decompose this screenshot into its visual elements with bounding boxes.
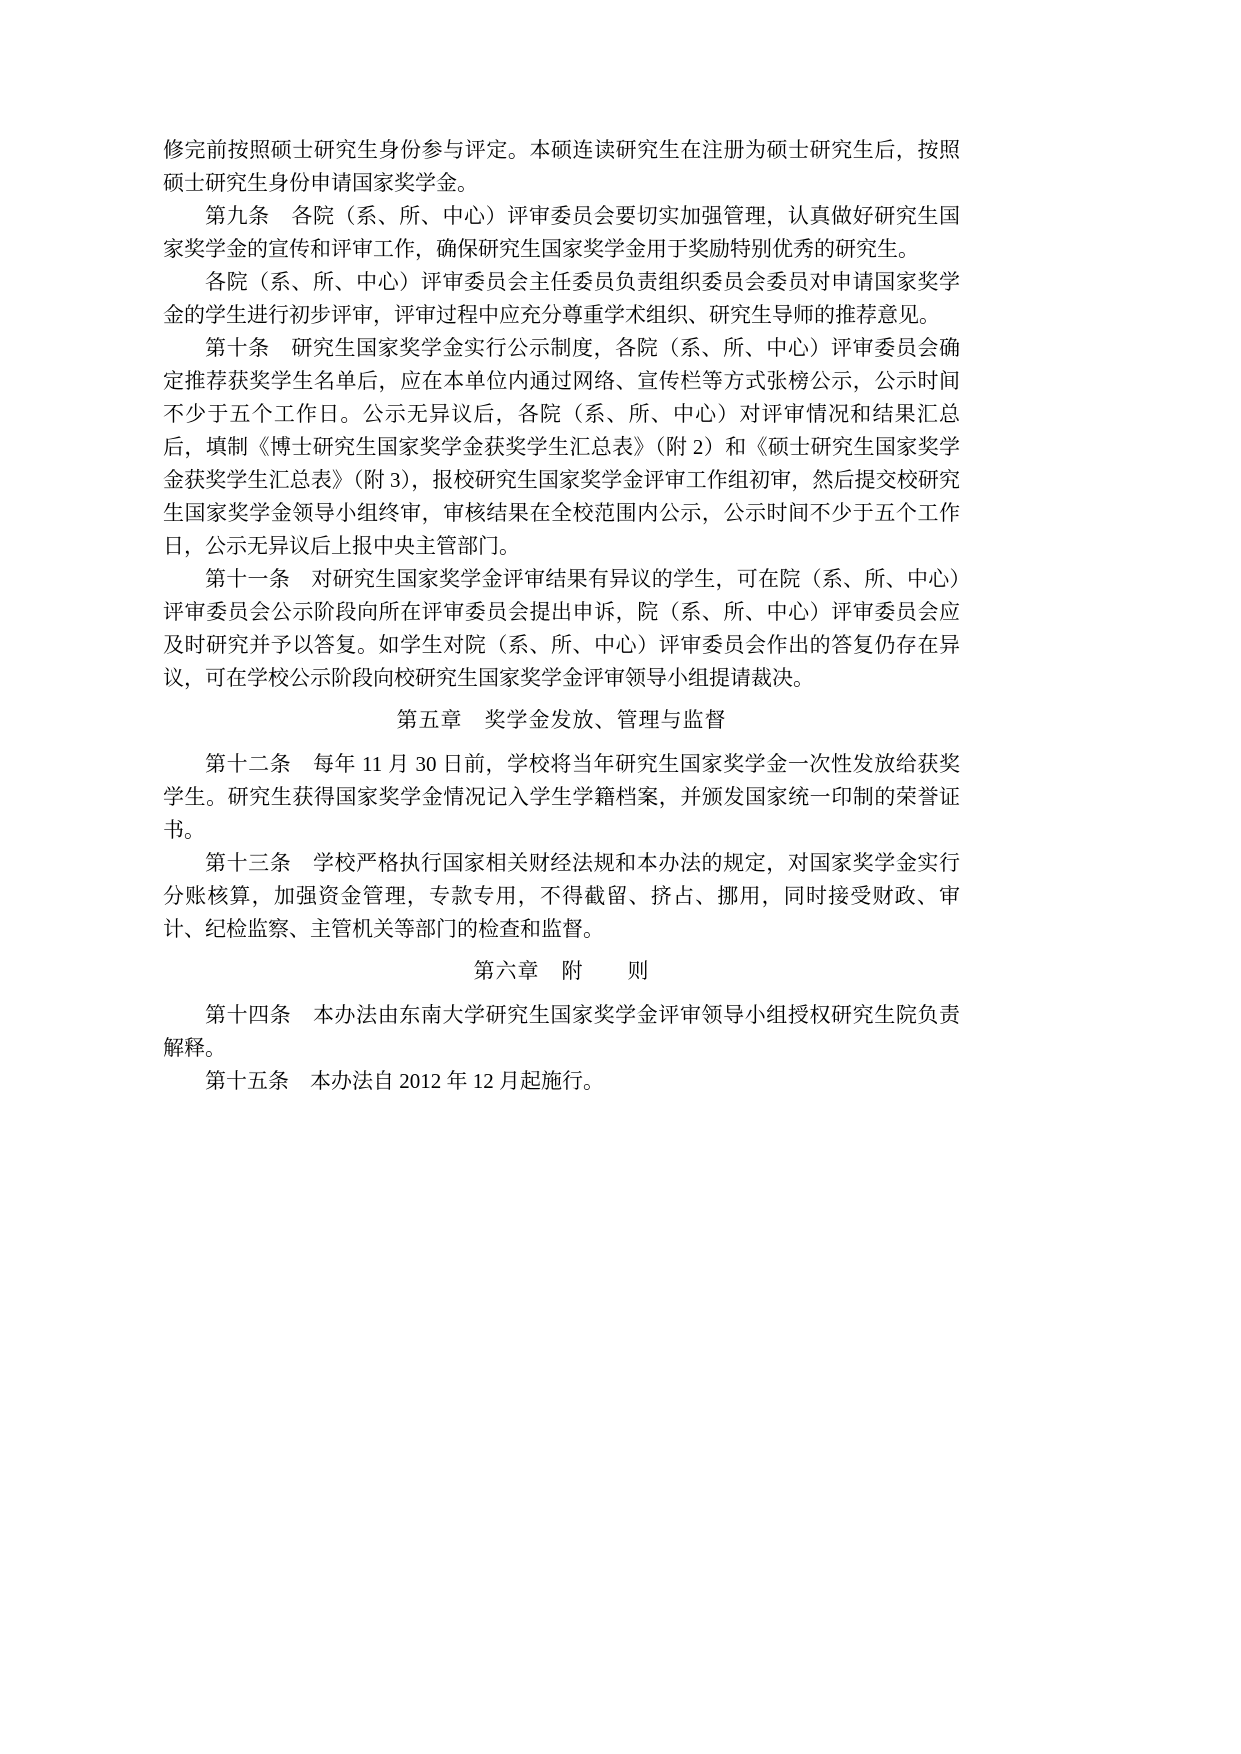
chapter-5-heading: 第五章 奖学金发放、管理与监督 bbox=[396, 708, 727, 732]
chapter-6-heading: 第六章 附 则 bbox=[473, 959, 650, 983]
paragraph-article-13: 第十三条 学校严格执行国家相关财经法规和本办法的规定，对国家奖学金实行分账核算，加强资金管理，专款专用，不得截留、挤占、挪用，同时接受财政、审计、纪检监察、主管机关等部门的检查和监督。 bbox=[163, 851, 960, 941]
paragraph-article-15: 第十五条 本办法自 2012 年 12 月起施行。 bbox=[205, 1069, 604, 1093]
paragraph-article-11: 第十一条 对研究生国家奖学金评审结果有异议的学生，可在院（系、所、中心）评审委员会公示阶段向所在评审委员会提出申诉，院（系、所、中心）评审委员会应及时研究并予以答复。如学生对院（系、所、中心）评审委员会作出的答复仍存在异议，可在学校公示阶段向校研究生国家奖学金评审领导小组提请裁决。 bbox=[163, 567, 960, 690]
paragraph-article-14: 第十四条 本办法由东南大学研究生国家奖学金评审领导小组授权研究生院负责解释。 bbox=[163, 1003, 960, 1060]
paragraph-article-9: 第九条 各院（系、所、中心）评审委员会要切实加强管理，认真做好研究生国家奖学金的宣传和评审工作，确保研究生国家奖学金用于奖励特别优秀的研究生。 bbox=[163, 204, 960, 261]
paragraph-continuation: 修完前按照硕士研究生身份参与评定。本硕连读研究生在注册为硕士研究生后，按照硕士研究生身份申请国家奖学金。 bbox=[163, 138, 960, 195]
document-content bbox=[163, 134, 960, 1098]
paragraph-article-12: 第十二条 每年 11 月 30 日前，学校将当年研究生国家奖学金一次性发放给获奖学生。研究生获得国家奖学金情况记入学生学籍档案，并颁发国家统一印制的荣誉证书。 bbox=[163, 752, 960, 842]
paragraph-article-10: 第十条 研究生国家奖学金实行公示制度，各院（系、所、中心）评审委员会确定推荐获奖学生名单后，应在本单位内通过网络、宣传栏等方式张榜公示，公示时间不少于五个工作日。公示无异议后，各院（系、所、中心）对评审情况和结果汇总后，填制《博士研究生国家奖学金获奖学生汇总表》（附 2）和《硕士研究生国家奖学金获奖学生汇总表》（附 3），报校研究生国家奖学金评审工作组初审，然后提交校研究生国家奖学金领导小组终审，审核结果在全校范围内公示，公示时间不少于五个工作日，公示无异议后上报中央主管部门。 bbox=[163, 336, 960, 558]
paragraph-article-9-sub: 各院（系、所、中心）评审委员会主任委员负责组织委员会委员对申请国家奖学金的学生进行初步评审，评审过程中应充分尊重学术组织、研究生导师的推荐意见。 bbox=[163, 270, 960, 327]
